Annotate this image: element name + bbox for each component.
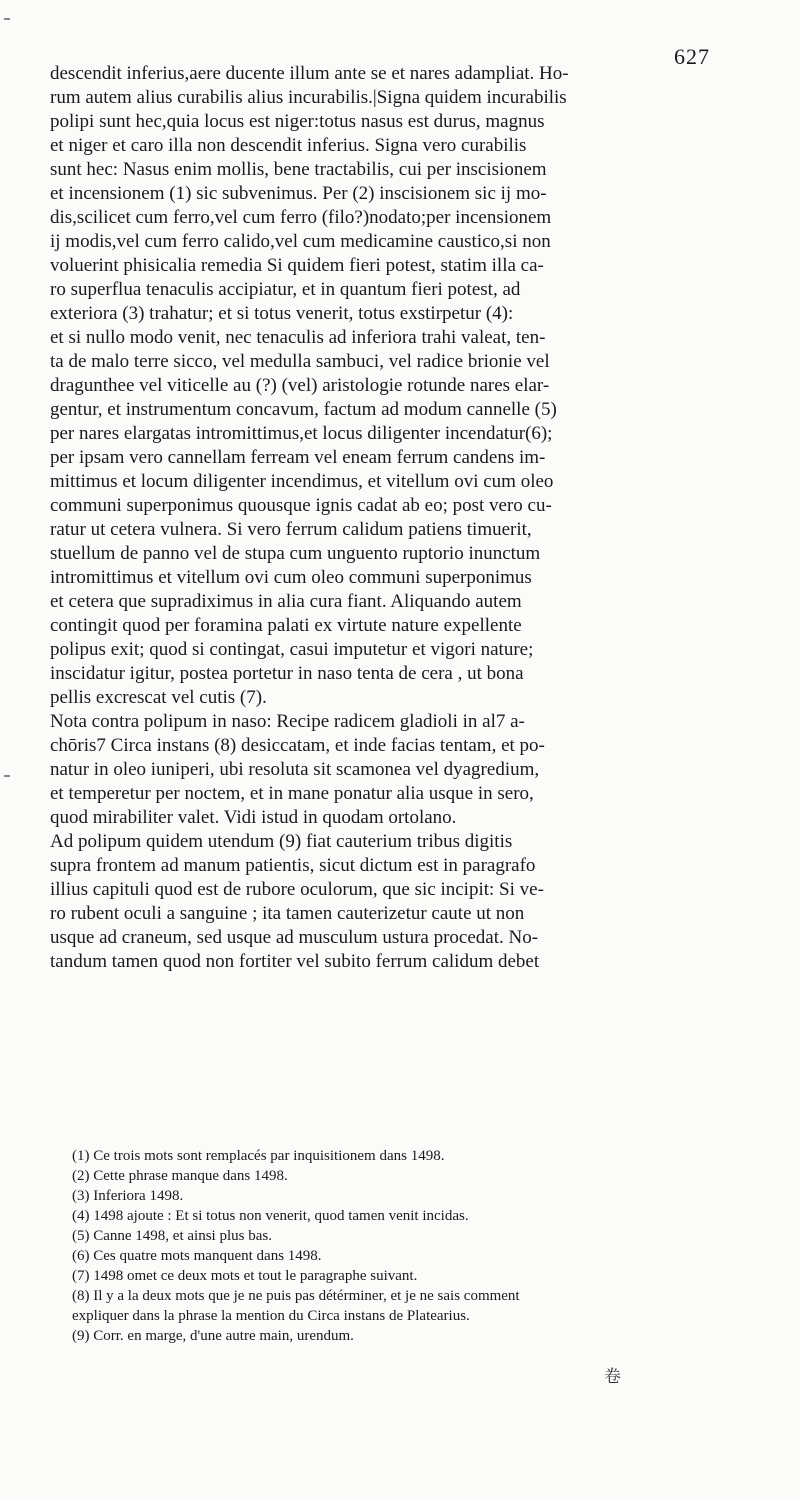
- text-line: natur in oleo iuniperi, ubi resoluta sit scamonea vel dyagredium,: [50, 759, 540, 780]
- text-line: per nares elargatas intromittimus,et locus diligenter incendatur(6);: [50, 423, 553, 444]
- main-text: [50, 62, 760, 974]
- text-line: dragunthee vel viticelle au (?) (vel) aristologie rotunde nares elar-: [50, 375, 550, 396]
- footnote: (2) Cette phrase manque dans 1498.: [72, 1168, 288, 1184]
- text-line: exteriora (3) trahatur; et si totus venerit, totus exstirpetur (4):: [50, 303, 514, 324]
- footnotes: [72, 1146, 772, 1346]
- text-line: usque ad craneum, sed usque ad musculum ustura procedat. No-: [50, 927, 539, 948]
- page-number: 627: [674, 44, 710, 69]
- text-line: et cetera que supradiximus in alia cura fiant. Aliquando autem: [50, 591, 522, 612]
- text-line: sunt hec: Nasus enim mollis, bene tractabilis, cui per inscisionem: [50, 159, 547, 180]
- text-line: ratur ut cetera vulnera. Si vero ferrum calidum patiens timuerit,: [50, 519, 532, 540]
- text-line: polipus exit; quod si contingat, casui imputetur et vigori nature;: [50, 639, 534, 660]
- footnote: (6) Ces quatre mots manquent dans 1498.: [72, 1248, 322, 1264]
- text-line: Nota contra polipum in naso: Recipe radicem gladioli in al7 a-: [50, 711, 525, 732]
- text-line: ta de malo terre sicco, vel medulla sambuci, vel radice brionie vel: [50, 351, 550, 372]
- text-line: rum autem alius curabilis alius incurabilis.|Signa quidem incurabilis: [50, 87, 567, 108]
- text-line: per ipsam vero cannellam ferream vel eneam ferrum candens im-: [50, 447, 546, 468]
- text-line: polipi sunt hec,quia locus est niger:totus nasus est durus, magnus: [50, 111, 545, 132]
- text-line: contingit quod per foramina palati ex virtute nature expellente: [50, 615, 522, 636]
- text-line: intromittimus et vitellum ovi cum oleo communi superponimus: [50, 567, 532, 588]
- printer-mark: 卷: [604, 1367, 621, 1386]
- text-line: Ad polipum quidem utendum (9) fiat cauterium tribus digitis: [50, 831, 513, 852]
- footnote: (7) 1498 omet ce deux mots et tout le paragraphe suivant.: [72, 1268, 418, 1284]
- text-line: inscidatur igitur, postea portetur in naso tenta de cera , ut bona: [50, 663, 524, 684]
- text-line: voluerint phisicalia remedia Si quidem fieri potest, statim illa ca-: [50, 255, 544, 276]
- text-line: et si nullo modo venit, nec tenaculis ad inferiora trahi valeat, ten-: [50, 327, 546, 348]
- footnote: (1) Ce trois mots sont remplacés par inquisitionem dans 1498.: [72, 1148, 445, 1164]
- text-line: ro superflua tenaculis accipiatur, et in quantum fieri potest, ad: [50, 279, 521, 300]
- text-line: tandum tamen quod non fortiter vel subito ferrum calidum debet: [50, 951, 540, 972]
- text-line: quod mirabiliter valet. Vidi istud in quodam ortolano.: [50, 807, 457, 828]
- text-line: dis,scilicet cum ferro,vel cum ferro (filo?)nodato;per incensionem: [50, 207, 552, 228]
- text-line: ij modis,vel cum ferro calido,vel cum medicamine caustico,si non: [50, 231, 551, 252]
- text-line: et niger et caro illa non descendit inferius. Signa vero curabilis: [50, 135, 527, 156]
- footnote: (5) Canne 1498, et ainsi plus bas.: [72, 1228, 272, 1244]
- text-line: communi superponimus quousque ignis cadat ab eo; post vero cu-: [50, 495, 552, 516]
- text-line: mittimus et locum diligenter incendimus, et vitellum ovi cum oleo: [50, 471, 554, 492]
- text-line: supra frontem ad manum patientis, sicut dictum est in paragrafo: [50, 855, 536, 876]
- footnote: (9) Corr. en marge, d'une autre main, urendum.: [72, 1328, 354, 1344]
- footnote: expliquer dans la phrase la mention du Circa instans de Platearius.: [72, 1308, 470, 1324]
- text-line: chōris7 Circa instans (8) desiccatam, et inde facias tentam, et po-: [50, 735, 545, 756]
- text-line: illius capituli quod est de rubore oculorum, que sic incipit: Si ve-: [50, 879, 544, 900]
- edge-mark: [4, 18, 10, 20]
- text-line: gentur, et instrumentum concavum, factum ad modum cannelle (5): [50, 399, 557, 420]
- text-line: pellis excrescat vel cutis (7).: [50, 687, 267, 708]
- text-line: descendit inferius,aere ducente illum ante se et nares adampliat. Ho-: [50, 63, 569, 84]
- text-line: et temperetur per noctem, et in mane ponatur alia usque in sero,: [50, 783, 534, 804]
- edge-mark: [4, 775, 10, 777]
- text-line: ro rubent oculi a sanguine ; ita tamen cauterizetur caute ut non: [50, 903, 525, 924]
- footnote: (8) Il y a la deux mots que je ne puis pas détérminer, et je ne sais comment: [72, 1288, 520, 1304]
- text-line: stuellum de panno vel de stupa cum unguento ruptorio inunctum: [50, 543, 541, 564]
- footnote: (4) 1498 ajoute : Et si totus non venerit, quod tamen venit incidas.: [72, 1208, 469, 1224]
- text-line: et incensionem (1) sic subvenimus. Per (2) inscisionem sic ij mo-: [50, 183, 547, 204]
- footnote: (3) Inferiora 1498.: [72, 1188, 184, 1204]
